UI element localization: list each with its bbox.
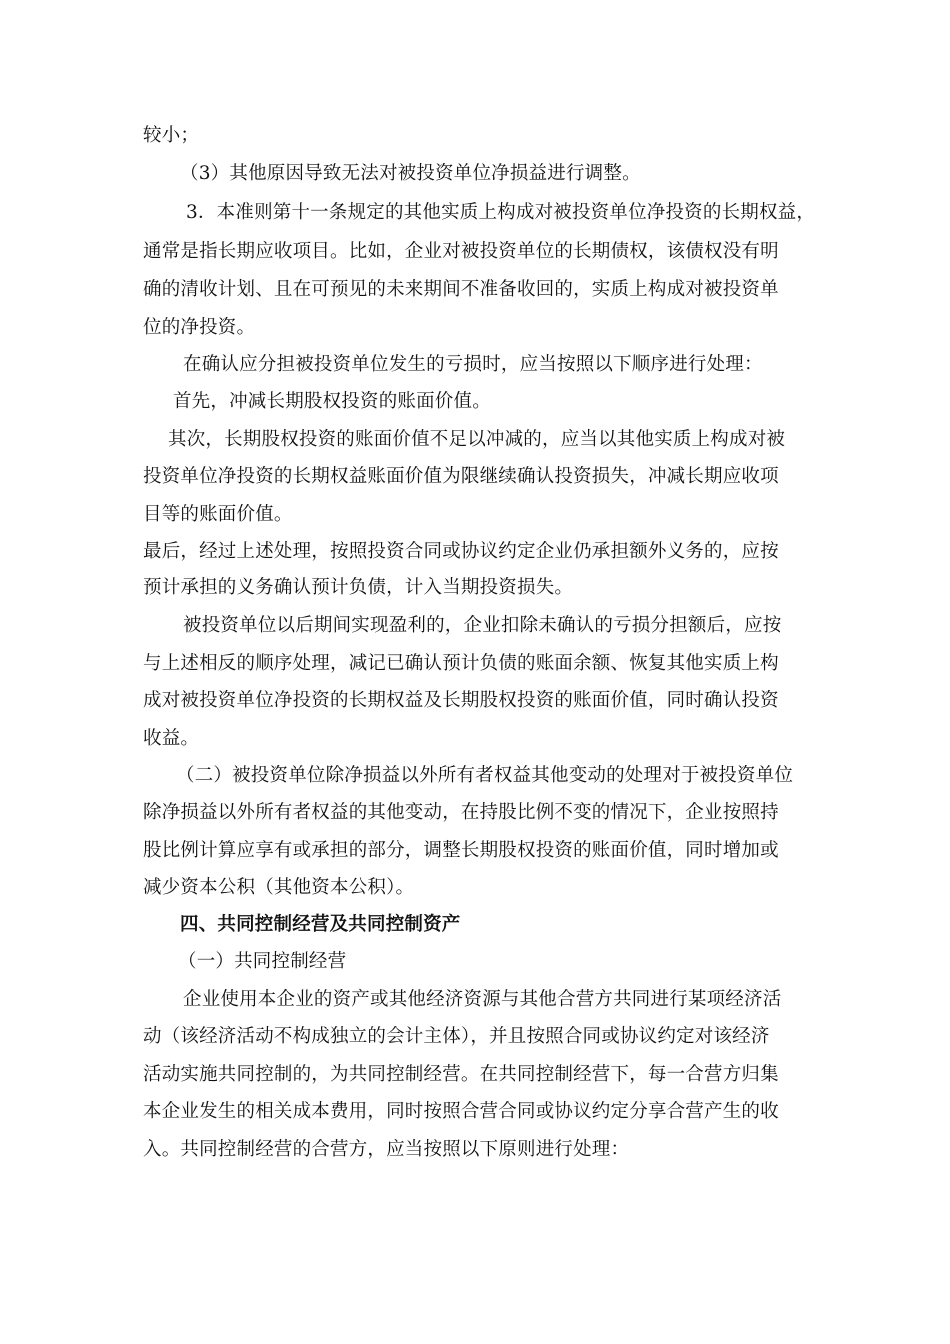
text-line: 收益。 xyxy=(143,728,200,749)
text-line: 其次，长期股权投资的账面价值不足以冲减的，应当以其他实质上构成对被 xyxy=(168,429,786,450)
text-line: （二）被投资单位除净损益以外所有者权益其他变动的处理对于被投资单位 xyxy=(176,765,794,786)
text-line: （3）其他原因导致无法对被投资单位净损益进行调整。 xyxy=(180,163,641,184)
text-line: 除净损益以外所有者权益的其他变动，在持股比例不变的情况下，企业按照持 xyxy=(143,802,779,823)
text-line: 在确认应分担被投资单位发生的亏损时，应当按照以下顺序进行处理： xyxy=(183,354,763,375)
text-line: 减少资本公积（其他资本公积）。 xyxy=(143,877,415,898)
text-line: 被投资单位以后期间实现盈利的，企业扣除未确认的亏损分担额后，应按 xyxy=(183,615,782,636)
text-line: 动（该经济活动不构成独立的会计主体），并且按照合同或协议约定对该经济 xyxy=(143,1026,770,1047)
text-line: 与上述相反的顺序处理，减记已确认预计负债的账面余额、恢复其他实质上构 xyxy=(143,653,779,674)
text-line: 较小； xyxy=(143,125,200,146)
text-line: 成对被投资单位净投资的长期权益及长期股权投资的账面价值，同时确认投资 xyxy=(143,690,779,711)
text-line: 活动实施共同控制的，为共同控制经营。在共同控制经营下，每一合营方归集 xyxy=(143,1064,779,1085)
text-line: 最后，经过上述处理，按照投资合同或协议约定企业仍承担额外义务的，应按 xyxy=(143,541,779,562)
text-line: 入。共同控制经营的合营方，应当按照以下原则进行处理： xyxy=(143,1139,630,1160)
text-line: 目等的账面价值。 xyxy=(143,504,293,525)
text-line: 首先，冲减长期股权投资的账面价值。 xyxy=(173,391,491,412)
subsection-heading: （一）共同控制经营 xyxy=(178,951,347,972)
text-line: 企业使用本企业的资产或其他经济资源与其他合营方共同进行某项经济活 xyxy=(183,989,782,1010)
section-heading: 四、共同控制经营及共同控制资产 xyxy=(180,914,461,935)
text-line: 通常是指长期应收项目。比如，企业对被投资单位的长期债权，该债权没有明 xyxy=(143,241,779,262)
text-line: 投资单位净投资的长期权益账面价值为限继续确认投资损失，冲减长期应收项 xyxy=(143,466,779,487)
text-line: 3．本准则第十一条规定的其他实质上构成对被投资单位净投资的长期权益， xyxy=(186,202,816,223)
text-line: 本企业发生的相关成本费用，同时按照合营合同或协议约定分享合营产生的收 xyxy=(143,1101,779,1122)
text-line: 股比例计算应享有或承担的部分，调整长期股权投资的账面价值，同时增加或 xyxy=(143,840,779,861)
text-line: 预计承担的义务确认预计负债，计入当期投资损失。 xyxy=(143,577,574,598)
text-line: 确的清收计划、且在可预见的未来期间不准备收回的，实质上构成对被投资单 xyxy=(143,279,779,300)
text-line: 位的净投资。 xyxy=(143,317,256,338)
